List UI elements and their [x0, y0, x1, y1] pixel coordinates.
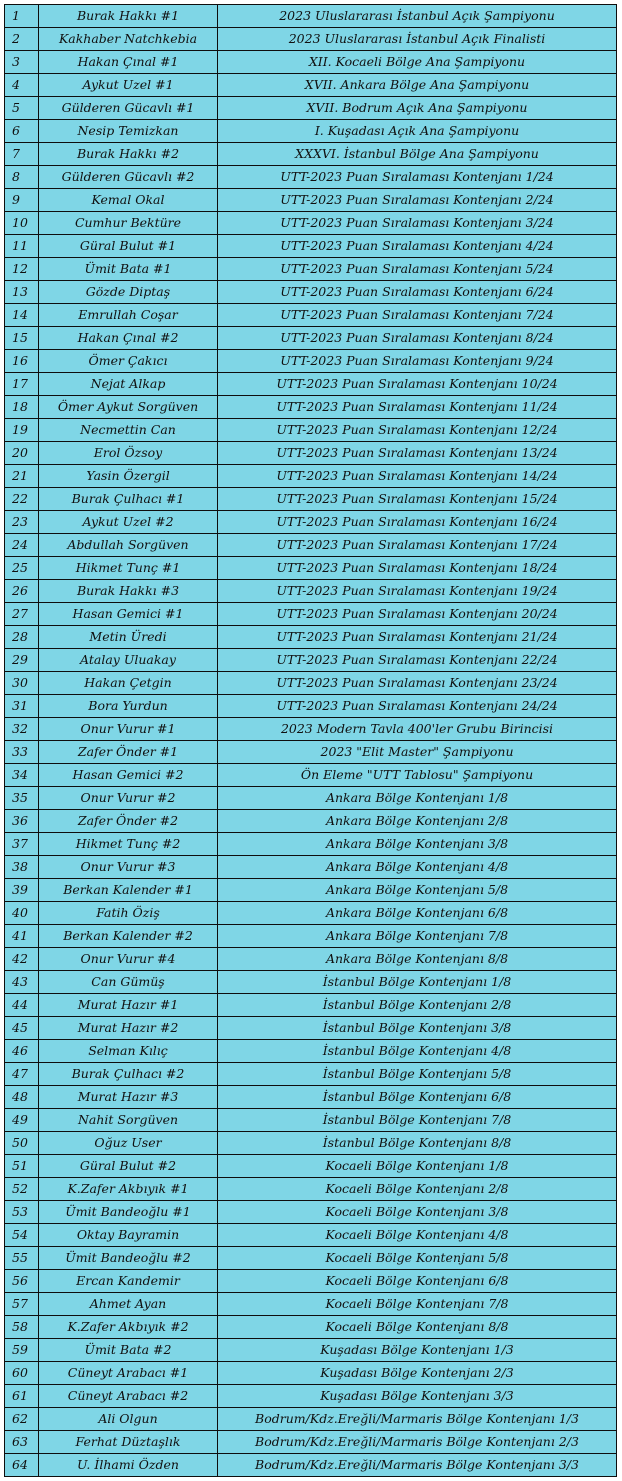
qualification-title-cell: UTT-2023 Puan Sıralaması Kontenjanı 22/24 — [218, 649, 617, 672]
qualification-title-cell: İstanbul Bölge Kontenjanı 3/8 — [218, 1017, 617, 1040]
qualification-title-cell: Kocaeli Bölge Kontenjanı 1/8 — [218, 1155, 617, 1178]
player-name-cell: Cüneyt Arabacı #1 — [39, 1362, 218, 1385]
table-row — [5, 1109, 617, 1132]
player-name-cell: Selman Kılıç — [39, 1040, 218, 1063]
player-name-cell: Emrullah Coşar — [39, 304, 218, 327]
row-number-cell: 46 — [5, 1040, 39, 1063]
table-row — [5, 1040, 617, 1063]
row-number-cell: 7 — [5, 143, 39, 166]
row-number-cell: 6 — [5, 120, 39, 143]
table-row — [5, 143, 617, 166]
qualification-title-cell: Bodrum/Kdz.Ereğli/Marmaris Bölge Kontenjanı 1/3 — [218, 1408, 617, 1431]
player-name-cell: Metin Üredi — [39, 626, 218, 649]
qualification-title-cell: UTT-2023 Puan Sıralaması Kontenjanı 14/24 — [218, 465, 617, 488]
qualification-title-cell: Ankara Bölge Kontenjanı 8/8 — [218, 948, 617, 971]
qualification-title-cell: Ankara Bölge Kontenjanı 3/8 — [218, 833, 617, 856]
player-name-cell: Burak Hakkı #1 — [39, 5, 218, 28]
player-name-cell: Onur Vurur #1 — [39, 718, 218, 741]
table-row — [5, 879, 617, 902]
player-name-cell: Can Gümüş — [39, 971, 218, 994]
player-name-cell: Hikmet Tunç #1 — [39, 557, 218, 580]
player-name-cell: Ümit Bata #2 — [39, 1339, 218, 1362]
row-number-cell: 51 — [5, 1155, 39, 1178]
player-name-cell: Hakan Çetgin — [39, 672, 218, 695]
qualifier-table-body — [5, 5, 617, 1477]
table-row — [5, 1408, 617, 1431]
qualification-title-cell: UTT-2023 Puan Sıralaması Kontenjanı 17/24 — [218, 534, 617, 557]
row-number-cell: 54 — [5, 1224, 39, 1247]
row-number-cell: 34 — [5, 764, 39, 787]
player-name-cell: Gözde Diptaş — [39, 281, 218, 304]
row-number-cell: 43 — [5, 971, 39, 994]
row-number-cell: 42 — [5, 948, 39, 971]
table-row — [5, 649, 617, 672]
table-row — [5, 534, 617, 557]
table-row — [5, 1224, 617, 1247]
qualification-title-cell: XII. Kocaeli Bölge Ana Şampiyonu — [218, 51, 617, 74]
row-number-cell: 26 — [5, 580, 39, 603]
qualification-title-cell: I. Kuşadası Açık Ana Şampiyonu — [218, 120, 617, 143]
qualification-title-cell: UTT-2023 Puan Sıralaması Kontenjanı 19/24 — [218, 580, 617, 603]
row-number-cell: 48 — [5, 1086, 39, 1109]
player-name-cell: Ahmet Ayan — [39, 1293, 218, 1316]
player-name-cell: Burak Hakkı #3 — [39, 580, 218, 603]
player-name-cell: Abdullah Sorgüven — [39, 534, 218, 557]
player-name-cell: Onur Vurur #4 — [39, 948, 218, 971]
qualification-title-cell: UTT-2023 Puan Sıralaması Kontenjanı 12/24 — [218, 419, 617, 442]
table-row — [5, 5, 617, 28]
player-name-cell: Hakan Çınal #2 — [39, 327, 218, 350]
player-name-cell: Hakan Çınal #1 — [39, 51, 218, 74]
qualification-title-cell: UTT-2023 Puan Sıralaması Kontenjanı 6/24 — [218, 281, 617, 304]
qualification-title-cell: Kuşadası Bölge Kontenjanı 3/3 — [218, 1385, 617, 1408]
table-row — [5, 28, 617, 51]
qualification-title-cell: İstanbul Bölge Kontenjanı 7/8 — [218, 1109, 617, 1132]
qualification-title-cell: UTT-2023 Puan Sıralaması Kontenjanı 5/24 — [218, 258, 617, 281]
qualification-title-cell: Ankara Bölge Kontenjanı 6/8 — [218, 902, 617, 925]
player-name-cell: Aykut Uzel #1 — [39, 74, 218, 97]
row-number-cell: 56 — [5, 1270, 39, 1293]
table-row — [5, 557, 617, 580]
table-row — [5, 74, 617, 97]
table-row — [5, 97, 617, 120]
player-name-cell: Hikmet Tunç #2 — [39, 833, 218, 856]
row-number-cell: 12 — [5, 258, 39, 281]
qualification-title-cell: UTT-2023 Puan Sıralaması Kontenjanı 16/24 — [218, 511, 617, 534]
table-row — [5, 1270, 617, 1293]
table-row — [5, 1339, 617, 1362]
row-number-cell: 24 — [5, 534, 39, 557]
qualification-title-cell: UTT-2023 Puan Sıralaması Kontenjanı 20/24 — [218, 603, 617, 626]
table-row — [5, 235, 617, 258]
qualification-title-cell: Kocaeli Bölge Kontenjanı 5/8 — [218, 1247, 617, 1270]
row-number-cell: 3 — [5, 51, 39, 74]
player-name-cell: Ömer Aykut Sorgüven — [39, 396, 218, 419]
player-name-cell: Burak Çulhacı #2 — [39, 1063, 218, 1086]
row-number-cell: 55 — [5, 1247, 39, 1270]
row-number-cell: 52 — [5, 1178, 39, 1201]
qualification-title-cell: UTT-2023 Puan Sıralaması Kontenjanı 7/24 — [218, 304, 617, 327]
qualification-title-cell: Ankara Bölge Kontenjanı 7/8 — [218, 925, 617, 948]
qualification-title-cell: İstanbul Bölge Kontenjanı 1/8 — [218, 971, 617, 994]
row-number-cell: 44 — [5, 994, 39, 1017]
row-number-cell: 49 — [5, 1109, 39, 1132]
qualification-title-cell: UTT-2023 Puan Sıralaması Kontenjanı 8/24 — [218, 327, 617, 350]
player-name-cell: Ümit Bata #1 — [39, 258, 218, 281]
table-row — [5, 948, 617, 971]
row-number-cell: 27 — [5, 603, 39, 626]
row-number-cell: 16 — [5, 350, 39, 373]
qualification-title-cell: UTT-2023 Puan Sıralaması Kontenjanı 18/24 — [218, 557, 617, 580]
player-name-cell: Cumhur Bektüre — [39, 212, 218, 235]
row-number-cell: 45 — [5, 1017, 39, 1040]
table-row — [5, 1362, 617, 1385]
qualification-title-cell: Ön Eleme "UTT Tablosu" Şampiyonu — [218, 764, 617, 787]
qualification-title-cell: UTT-2023 Puan Sıralaması Kontenjanı 11/24 — [218, 396, 617, 419]
qualification-title-cell: İstanbul Bölge Kontenjanı 8/8 — [218, 1132, 617, 1155]
table-row — [5, 304, 617, 327]
row-number-cell: 19 — [5, 419, 39, 442]
qualification-title-cell: Ankara Bölge Kontenjanı 4/8 — [218, 856, 617, 879]
table-row — [5, 258, 617, 281]
row-number-cell: 23 — [5, 511, 39, 534]
player-name-cell: Ferhat Düztaşlık — [39, 1431, 218, 1454]
player-name-cell: Atalay Uluakay — [39, 649, 218, 672]
row-number-cell: 1 — [5, 5, 39, 28]
player-name-cell: Murat Hazır #2 — [39, 1017, 218, 1040]
table-row — [5, 1247, 617, 1270]
qualification-title-cell: UTT-2023 Puan Sıralaması Kontenjanı 10/24 — [218, 373, 617, 396]
player-name-cell: Ümit Bandeoğlu #1 — [39, 1201, 218, 1224]
row-number-cell: 10 — [5, 212, 39, 235]
player-name-cell: Murat Hazır #3 — [39, 1086, 218, 1109]
table-row — [5, 1178, 617, 1201]
table-row — [5, 695, 617, 718]
row-number-cell: 20 — [5, 442, 39, 465]
row-number-cell: 2 — [5, 28, 39, 51]
player-name-cell: Bora Yurdun — [39, 695, 218, 718]
row-number-cell: 37 — [5, 833, 39, 856]
qualification-title-cell: UTT-2023 Puan Sıralaması Kontenjanı 13/24 — [218, 442, 617, 465]
row-number-cell: 30 — [5, 672, 39, 695]
table-row — [5, 718, 617, 741]
player-name-cell: Onur Vurur #3 — [39, 856, 218, 879]
row-number-cell: 32 — [5, 718, 39, 741]
player-name-cell: Onur Vurur #2 — [39, 787, 218, 810]
table-row — [5, 856, 617, 879]
row-number-cell: 47 — [5, 1063, 39, 1086]
row-number-cell: 59 — [5, 1339, 39, 1362]
player-name-cell: Gülderen Gücavlı #2 — [39, 166, 218, 189]
table-row — [5, 1201, 617, 1224]
table-row — [5, 902, 617, 925]
qualification-title-cell: 2023 Modern Tavla 400'ler Grubu Birincisi — [218, 718, 617, 741]
player-name-cell: Oğuz User — [39, 1132, 218, 1155]
player-name-cell: Güral Bulut #2 — [39, 1155, 218, 1178]
qualification-title-cell: Kocaeli Bölge Kontenjanı 4/8 — [218, 1224, 617, 1247]
qualification-title-cell: 2023 "Elit Master" Şampiyonu — [218, 741, 617, 764]
qualification-title-cell: İstanbul Bölge Kontenjanı 5/8 — [218, 1063, 617, 1086]
table-row — [5, 810, 617, 833]
player-name-cell: Gülderen Gücavlı #1 — [39, 97, 218, 120]
table-row — [5, 281, 617, 304]
player-name-cell: Zafer Önder #2 — [39, 810, 218, 833]
table-row — [5, 603, 617, 626]
table-row — [5, 373, 617, 396]
qualification-title-cell: UTT-2023 Puan Sıralaması Kontenjanı 21/24 — [218, 626, 617, 649]
row-number-cell: 61 — [5, 1385, 39, 1408]
player-name-cell: Erol Özsoy — [39, 442, 218, 465]
table-row — [5, 350, 617, 373]
table-row — [5, 488, 617, 511]
row-number-cell: 60 — [5, 1362, 39, 1385]
player-name-cell: Nesip Temizkan — [39, 120, 218, 143]
player-name-cell: K.Zafer Akbıyık #1 — [39, 1178, 218, 1201]
qualification-title-cell: UTT-2023 Puan Sıralaması Kontenjanı 9/24 — [218, 350, 617, 373]
qualification-title-cell: Bodrum/Kdz.Ereğli/Marmaris Bölge Kontenjanı 2/3 — [218, 1431, 617, 1454]
row-number-cell: 11 — [5, 235, 39, 258]
table-row — [5, 1017, 617, 1040]
player-name-cell: Nejat Alkap — [39, 373, 218, 396]
row-number-cell: 58 — [5, 1316, 39, 1339]
player-name-cell: Murat Hazır #1 — [39, 994, 218, 1017]
qualification-title-cell: 2023 Uluslararası İstanbul Açık Şampiyonu — [218, 5, 617, 28]
player-name-cell: Berkan Kalender #2 — [39, 925, 218, 948]
player-name-cell: Zafer Önder #1 — [39, 741, 218, 764]
row-number-cell: 39 — [5, 879, 39, 902]
table-row — [5, 672, 617, 695]
qualification-title-cell: Kocaeli Bölge Kontenjanı 3/8 — [218, 1201, 617, 1224]
qualification-title-cell: UTT-2023 Puan Sıralaması Kontenjanı 15/24 — [218, 488, 617, 511]
qualification-title-cell: UTT-2023 Puan Sıralaması Kontenjanı 1/24 — [218, 166, 617, 189]
table-row — [5, 994, 617, 1017]
row-number-cell: 29 — [5, 649, 39, 672]
row-number-cell: 63 — [5, 1431, 39, 1454]
qualification-title-cell: Kocaeli Bölge Kontenjanı 2/8 — [218, 1178, 617, 1201]
table-row — [5, 1293, 617, 1316]
qualification-title-cell: UTT-2023 Puan Sıralaması Kontenjanı 2/24 — [218, 189, 617, 212]
table-row — [5, 166, 617, 189]
row-number-cell: 5 — [5, 97, 39, 120]
table-row — [5, 327, 617, 350]
qualification-title-cell: Ankara Bölge Kontenjanı 2/8 — [218, 810, 617, 833]
player-name-cell: Necmettin Can — [39, 419, 218, 442]
row-number-cell: 21 — [5, 465, 39, 488]
qualification-title-cell: XXXVI. İstanbul Bölge Ana Şampiyonu — [218, 143, 617, 166]
player-name-cell: Burak Çulhacı #1 — [39, 488, 218, 511]
player-name-cell: Ömer Çakıcı — [39, 350, 218, 373]
row-number-cell: 14 — [5, 304, 39, 327]
player-name-cell: Ali Olgun — [39, 1408, 218, 1431]
table-row — [5, 925, 617, 948]
row-number-cell: 9 — [5, 189, 39, 212]
table-row — [5, 787, 617, 810]
player-name-cell: Güral Bulut #1 — [39, 235, 218, 258]
table-row — [5, 1063, 617, 1086]
row-number-cell: 35 — [5, 787, 39, 810]
row-number-cell: 22 — [5, 488, 39, 511]
table-row — [5, 212, 617, 235]
player-name-cell: Cüneyt Arabacı #2 — [39, 1385, 218, 1408]
table-row — [5, 1454, 617, 1477]
player-name-cell: Oktay Bayramin — [39, 1224, 218, 1247]
player-name-cell: Ümit Bandeoğlu #2 — [39, 1247, 218, 1270]
row-number-cell: 8 — [5, 166, 39, 189]
table-row — [5, 626, 617, 649]
table-row — [5, 419, 617, 442]
qualification-title-cell: Kocaeli Bölge Kontenjanı 6/8 — [218, 1270, 617, 1293]
table-row — [5, 1155, 617, 1178]
qualification-title-cell: İstanbul Bölge Kontenjanı 2/8 — [218, 994, 617, 1017]
qualification-title-cell: UTT-2023 Puan Sıralaması Kontenjanı 23/24 — [218, 672, 617, 695]
player-name-cell: Ercan Kandemir — [39, 1270, 218, 1293]
table-row — [5, 1316, 617, 1339]
qualification-title-cell: Kuşadası Bölge Kontenjanı 2/3 — [218, 1362, 617, 1385]
qualification-title-cell: İstanbul Bölge Kontenjanı 6/8 — [218, 1086, 617, 1109]
table-row — [5, 833, 617, 856]
qualification-title-cell: UTT-2023 Puan Sıralaması Kontenjanı 3/24 — [218, 212, 617, 235]
row-number-cell: 13 — [5, 281, 39, 304]
qualification-title-cell: UTT-2023 Puan Sıralaması Kontenjanı 24/24 — [218, 695, 617, 718]
table-row — [5, 511, 617, 534]
player-name-cell: U. İlhami Özden — [39, 1454, 218, 1477]
table-row — [5, 442, 617, 465]
qualification-title-cell: Kocaeli Bölge Kontenjanı 8/8 — [218, 1316, 617, 1339]
qualification-title-cell: İstanbul Bölge Kontenjanı 4/8 — [218, 1040, 617, 1063]
player-name-cell: Fatih Öziş — [39, 902, 218, 925]
player-name-cell: Kemal Okal — [39, 189, 218, 212]
table-row — [5, 1431, 617, 1454]
table-row — [5, 971, 617, 994]
row-number-cell: 31 — [5, 695, 39, 718]
row-number-cell: 28 — [5, 626, 39, 649]
table-row — [5, 120, 617, 143]
qualification-title-cell: 2023 Uluslararası İstanbul Açık Finalisti — [218, 28, 617, 51]
table-row — [5, 1385, 617, 1408]
qualification-title-cell: Ankara Bölge Kontenjanı 1/8 — [218, 787, 617, 810]
player-name-cell: Yasin Özergil — [39, 465, 218, 488]
row-number-cell: 50 — [5, 1132, 39, 1155]
row-number-cell: 15 — [5, 327, 39, 350]
player-name-cell: Aykut Uzel #2 — [39, 511, 218, 534]
row-number-cell: 25 — [5, 557, 39, 580]
player-name-cell: Berkan Kalender #1 — [39, 879, 218, 902]
qualification-title-cell: Bodrum/Kdz.Ereğli/Marmaris Bölge Kontenjanı 3/3 — [218, 1454, 617, 1477]
row-number-cell: 33 — [5, 741, 39, 764]
qualification-title-cell: Kuşadası Bölge Kontenjanı 1/3 — [218, 1339, 617, 1362]
row-number-cell: 41 — [5, 925, 39, 948]
row-number-cell: 40 — [5, 902, 39, 925]
player-name-cell: Nahit Sorgüven — [39, 1109, 218, 1132]
qualification-title-cell: Ankara Bölge Kontenjanı 5/8 — [218, 879, 617, 902]
table-row — [5, 764, 617, 787]
row-number-cell: 53 — [5, 1201, 39, 1224]
table-row — [5, 465, 617, 488]
player-name-cell: Hasan Gemici #1 — [39, 603, 218, 626]
table-row — [5, 396, 617, 419]
row-number-cell: 64 — [5, 1454, 39, 1477]
qualification-title-cell: XVII. Ankara Bölge Ana Şampiyonu — [218, 74, 617, 97]
table-row — [5, 51, 617, 74]
player-name-cell: Kakhaber Natchkebia — [39, 28, 218, 51]
row-number-cell: 57 — [5, 1293, 39, 1316]
table-row — [5, 1086, 617, 1109]
table-row — [5, 1132, 617, 1155]
row-number-cell: 18 — [5, 396, 39, 419]
qualifier-table — [4, 4, 617, 1477]
table-row — [5, 580, 617, 603]
player-name-cell: Burak Hakkı #2 — [39, 143, 218, 166]
row-number-cell: 62 — [5, 1408, 39, 1431]
row-number-cell: 4 — [5, 74, 39, 97]
row-number-cell: 38 — [5, 856, 39, 879]
player-name-cell: K.Zafer Akbıyık #2 — [39, 1316, 218, 1339]
table-row — [5, 741, 617, 764]
qualification-title-cell: UTT-2023 Puan Sıralaması Kontenjanı 4/24 — [218, 235, 617, 258]
player-name-cell: Hasan Gemici #2 — [39, 764, 218, 787]
qualification-title-cell: Kocaeli Bölge Kontenjanı 7/8 — [218, 1293, 617, 1316]
row-number-cell: 36 — [5, 810, 39, 833]
qualification-title-cell: XVII. Bodrum Açık Ana Şampiyonu — [218, 97, 617, 120]
row-number-cell: 17 — [5, 373, 39, 396]
table-row — [5, 189, 617, 212]
